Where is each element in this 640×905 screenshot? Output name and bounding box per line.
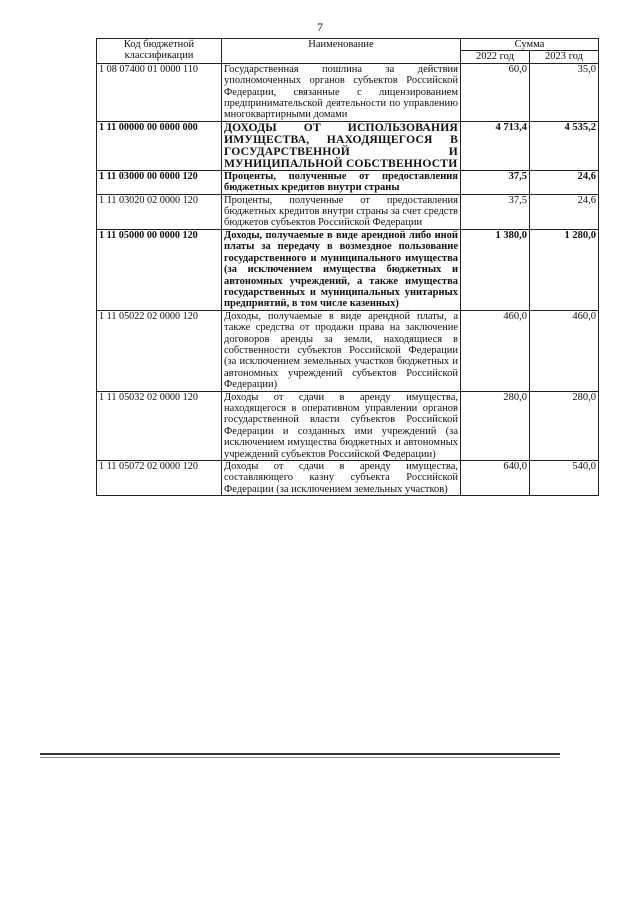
code-cell: 1 11 03000 00 0000 120	[97, 170, 222, 194]
sum-2022-cell: 1 380,0	[461, 229, 530, 310]
sum-2023-cell: 540,0	[530, 461, 599, 496]
table-row	[97, 63, 599, 121]
sum-2022-cell: 4 713,4	[461, 121, 530, 170]
code-cell: 1 11 03020 02 0000 120	[97, 194, 222, 229]
code-cell: 1 11 05032 02 0000 120	[97, 391, 222, 460]
name-cell: Проценты, полученные от предоставления бюджетных кредитов внутри страны	[222, 170, 461, 194]
table-row	[97, 391, 599, 460]
sum-2023-cell: 24,6	[530, 170, 599, 194]
sum-2023-cell: 4 535,2	[530, 121, 599, 170]
name-cell: ДОХОДЫ ОТ ИСПОЛЬЗОВАНИЯ ИМУЩЕСТВА, НАХОДЯЩЕГОСЯ В ГОСУДАРСТВЕННОЙ И МУНИЦИПАЛЬНОЙ СОБСТВЕННОСТИ	[222, 121, 461, 170]
header-code: Код бюджетной классификации	[97, 39, 222, 64]
table-row	[97, 229, 599, 310]
footer-rule-thin	[40, 757, 560, 758]
code-cell: 1 11 05072 02 0000 120	[97, 461, 222, 496]
sum-2023-cell: 24,6	[530, 194, 599, 229]
name-cell: Проценты, полученные от предоставления бюджетных кредитов внутри страны за счет средств бюджетов субъектов Российской Федерации	[222, 194, 461, 229]
header-name: Наименование	[222, 39, 461, 64]
name-cell: Доходы, получаемые в виде арендной либо иной платы за передачу в возмездное пользование государственного и муниципального имущества (за исключением имущества бюджетных и автономных учреждений, а также имущества государственных и муниципальных унитарных предприятий, в том числе казенных)	[222, 229, 461, 310]
sum-2023-cell: 35,0	[530, 63, 599, 121]
sum-2022-cell: 37,5	[461, 194, 530, 229]
table-row	[97, 310, 599, 391]
header-sum: Сумма	[461, 39, 599, 51]
sum-2022-cell: 640,0	[461, 461, 530, 496]
sum-2022-cell: 460,0	[461, 310, 530, 391]
code-cell: 1 11 05000 00 0000 120	[97, 229, 222, 310]
sum-2022-cell: 60,0	[461, 63, 530, 121]
name-cell: Доходы, получаемые в виде арендной платы, а также средства от продажи права на заключение договоров аренды за земли, находящиеся в собственности субъектов Российской Федерации (за исключением земельных участков бюджетных и автономных учреждений субъектов Российской Федерации)	[222, 310, 461, 391]
sum-2023-cell: 1 280,0	[530, 229, 599, 310]
header-year-2023: 2023 год	[530, 51, 599, 63]
sum-2022-cell: 280,0	[461, 391, 530, 460]
table-row	[97, 121, 599, 170]
page-number: 7	[317, 20, 323, 34]
table-row	[97, 461, 599, 496]
header-year-2022: 2022 год	[461, 51, 530, 63]
table-row	[97, 170, 599, 194]
table-row	[97, 194, 599, 229]
footer-rule	[40, 753, 560, 755]
name-cell: Государственная пошлина за действия уполномоченных органов субъектов Российской Федерации, связанные с лицензированием предпринимательской деятельности по управлению многоквартирными домами	[222, 63, 461, 121]
sum-2022-cell: 37,5	[461, 170, 530, 194]
name-cell: Доходы от сдачи в аренду имущества, находящегося в оперативном управлении органов государственной власти субъектов Российской Федерации и созданных ими учреждений (за исключением имущества бюджетных и автономных учреждений субъектов Российской Федерации)	[222, 391, 461, 460]
sum-2023-cell: 280,0	[530, 391, 599, 460]
code-cell: 1 08 07400 01 0000 110	[97, 63, 222, 121]
code-cell: 1 11 05022 02 0000 120	[97, 310, 222, 391]
code-cell: 1 11 00000 00 0000 000	[97, 121, 222, 170]
sum-2023-cell: 460,0	[530, 310, 599, 391]
name-cell: Доходы от сдачи в аренду имущества, составляющего казну субъекта Российской Федерации (за исключением земельных участков)	[222, 461, 461, 496]
budget-table	[96, 38, 599, 496]
